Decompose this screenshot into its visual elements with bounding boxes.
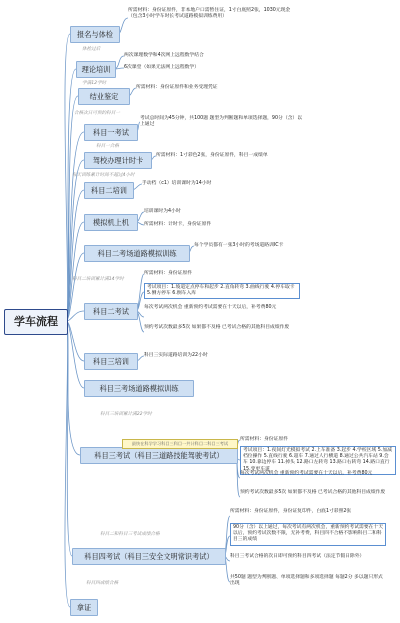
node-subject3-training: 科目三培训 xyxy=(84,353,138,370)
edge-label-book-subject1: 合格次日可预约科目一 xyxy=(74,111,120,116)
note-callout: 最快在科学学习科目三科目一共计科目二科目三考试 xyxy=(122,439,238,449)
note-subject2-route: 每个学员都有一张3小时的考场道路训IC卡 xyxy=(194,243,284,248)
root-node: 学车流程 xyxy=(4,309,68,335)
edge-label-after-checkup: 体检过后 xyxy=(82,47,101,52)
edge-label-14-hours: 科目二培训累计满14学时 xyxy=(72,277,124,282)
node-subject4-exam: 科目四考试（科目三安全文明常识考试） xyxy=(72,548,226,565)
node-subject2-training: 科目二培训 xyxy=(84,182,134,199)
edge-label-subject4-pass: 科目四成绩合格 xyxy=(86,581,119,586)
edge-label-subject2-3-pass: 科目二和科目三考试成绩合格 xyxy=(100,532,160,537)
note-subject1-exam: 考试总时间为45分钟，共100题 题型为判断题和单项选择题，90分（含）以上通过 xyxy=(140,116,303,128)
node-subject1-exam: 科目一考试 xyxy=(84,124,138,141)
note-subject4-questions: 共50题 题型为判断题、单项选择题和多项选择题 每题2分 多以题只形式出现 xyxy=(230,575,383,587)
node-timing-card: 驾校办理计时卡 xyxy=(84,152,152,169)
node-registration: 报名与体检 xyxy=(70,26,120,43)
note-subject2-training: 手动档（c1）培训课时为14小时 xyxy=(142,181,212,186)
edge-label-4-hours-limit: 每天训练累计时间不超过4小时 xyxy=(72,173,135,178)
note-subject3-training: 科目三实际道路培训为22小时 xyxy=(144,353,208,358)
note-subject3-retry: 每次考试两次机会 重新预约考试需要在十天以后，补考费80元 xyxy=(240,471,373,476)
node-subject2-route-practice: 科目二考场道路模拟训练 xyxy=(84,245,190,262)
node-subject3-exam: 科目三考试（科目三道路技能驾驶考试） xyxy=(80,447,238,464)
note-subject2-items: 考试项目：1.坡道定点停车和起步 2.直角转弯 3.曲线行驶 4.停车取卡 5.侧方停车 6.倒车入库 xyxy=(144,283,300,299)
note-subject4-booking: 科目三考试合格的次日即可预约科目四考试（法定节假日除外） xyxy=(230,554,365,559)
note-completion: 所需材料：身份证原件和业务受理凭证 xyxy=(136,85,218,90)
note-subject4-materials: 所需材料：身份证原件，身份证复印件，白底1寸彩照2张 xyxy=(230,509,352,514)
node-simulator: 模拟机上机 xyxy=(84,214,138,231)
note-subject2-limit: 预约考试次数最多5次 如果都不及格 已考试合格的其他科目成绩作废 xyxy=(144,325,290,330)
node-subject3-route-practice: 科目三考场道路模拟训练 xyxy=(84,380,194,397)
note-simulator-a: 培训课时为4小时 xyxy=(144,209,181,214)
note-subject2-retry: 每次考试两次机会 重新预约考试需要在十天以后，补考费80元 xyxy=(144,305,277,310)
edge-label-subject1-pass: 科目一合格 xyxy=(96,144,119,149)
note-subject3-limit: 预约考试次数最多5次 如果都不及格 已考试合格的其他科目成绩作废 xyxy=(240,490,386,495)
note-theory-b: 6次课堂（如果无法网上远程数学） xyxy=(124,65,200,70)
note-timing-card: 所需材料：1寸彩色2张，身份证原件，科目一成绩单 xyxy=(156,153,268,158)
note-theory-a: 两次课理数学和4次网上远程数学结合 xyxy=(124,53,204,58)
edge-label-12-hours: 学满12学时 xyxy=(82,81,107,86)
node-license: 拿证 xyxy=(70,599,98,616)
node-completion-review: 结业鉴定 xyxy=(78,88,130,105)
node-theory-training: 理论培训 xyxy=(76,61,116,78)
node-subject2-exam: 科目二考试 xyxy=(84,303,138,320)
note-subject2-materials: 所需材料：身份证原件 xyxy=(144,271,192,276)
edge-label-22-hours: 科目三培训累计满22学时 xyxy=(100,412,152,417)
note-subject3-materials: 所需材料：身份证原件 xyxy=(240,437,288,442)
note-registration: 所需材料：身份证原件，非本地户口需暂住证，1寸白底照2张，1030元现金（包含3小时学车时长考试道路模拟训练费用） xyxy=(128,8,291,20)
note-simulator-b: 所需材料：计时卡，身份证原件 xyxy=(144,222,212,227)
note-subject3-items: 考试项目：1.夜间灯光模拟考试 2.上车准备 3.起步 4.学校区域 5.加减档位操作 5.直线行驶 6.超车 7.通过人行横道 8.通过公共汽车站 9.会车 10.靠边停车 11.掉头 12.路口左转弯 13.路口右转弯 14.路口直行 15.变更车道 xyxy=(240,446,396,475)
note-subject4-rules: 90分（含）以上通过，每次考试有两次机会，重新预约考试需要在十天以后，预约考试次数不限，无补考费，科目四不合格不影响科目二和科目三的成绩 xyxy=(230,523,386,546)
